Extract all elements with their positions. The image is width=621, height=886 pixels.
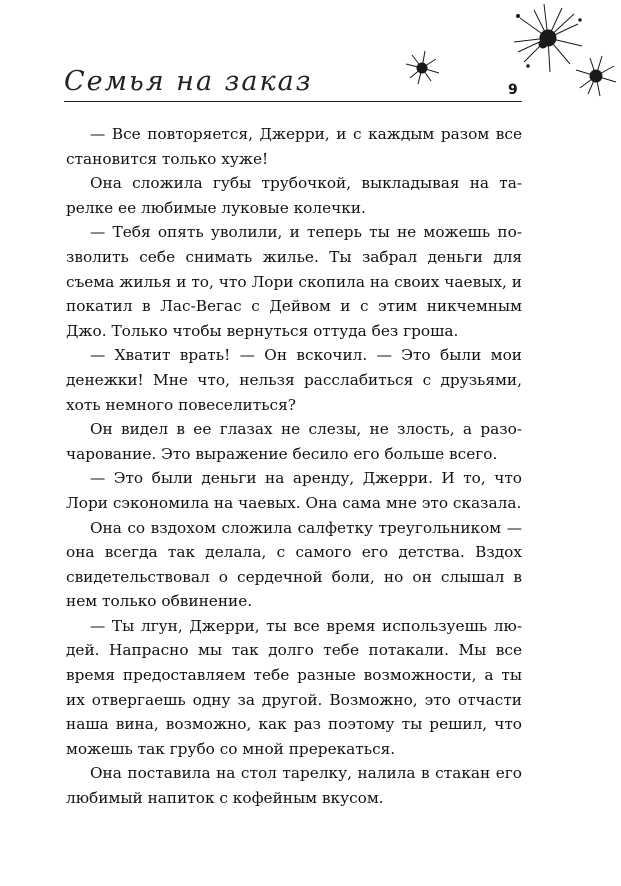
running-title: Семья на заказ (64, 66, 313, 97)
paragraph: Она сложила губы трубочкой, выкладывая на тарелке ее любимые луковые колечки. (66, 174, 522, 217)
paragraph: Она со вздохом сложила салфетку треугольником — она всегда так делала, с самого его детства. Вздох свидетельствовал о сердечной боли, но он слышал в нем только обвинение. (66, 518, 522, 611)
ink-splatter-small (406, 51, 439, 84)
page-number: 9 (508, 82, 518, 98)
page-header (0, 0, 621, 110)
paragraph: — Тебя опять уволили, и теперь ты не можешь позволить себе снимать жилье. Ты забрал деньги для съема жилья и то, что Лори скопила на своих чаевых, и покатил в Лас-Вегас с Дейвом и с этим никчемным Джо. Только чтобы вернуться оттуда без гроша. (66, 223, 522, 340)
paragraph: — Это были деньги на аренду, Джерри. И то, что Лори сэкономила на чаевых. Она сама мне это сказала. (66, 469, 522, 512)
ink-splatter-medium (576, 56, 616, 96)
paragraph: Он видел в ее глазах не слезы, не злость, а разочарование. Это выражение бесило его больше всего. (66, 420, 522, 463)
paragraph: — Хватит врать! — Он вскочил. — Это были мои денежки! Мне что, нельзя расслабиться с друзьями, хоть немного повеселиться? (66, 346, 522, 414)
paragraph: — Все повторяется, Джерри, и с каждым разом все становится только хуже! (66, 125, 522, 168)
paragraph: Она поставила на стол тарелку, налила в стакан его любимый напиток с кофейным вкусом. (66, 764, 522, 808)
paragraph: — Ты лгун, Джерри, ты все время используешь людей. Напрасно мы так долго тебе потакали. Мы все время предоставляем тебе разные возможности, а ты их отвергаешь одну за другой. Возможно, это отчасти наша вина, возможно, как раз поэтому ты решил, что можешь так грубо со мной пререкаться. (66, 616, 522, 758)
body-text (66, 122, 522, 811)
ink-splatter-large (514, 4, 582, 72)
header-divider (64, 101, 522, 102)
